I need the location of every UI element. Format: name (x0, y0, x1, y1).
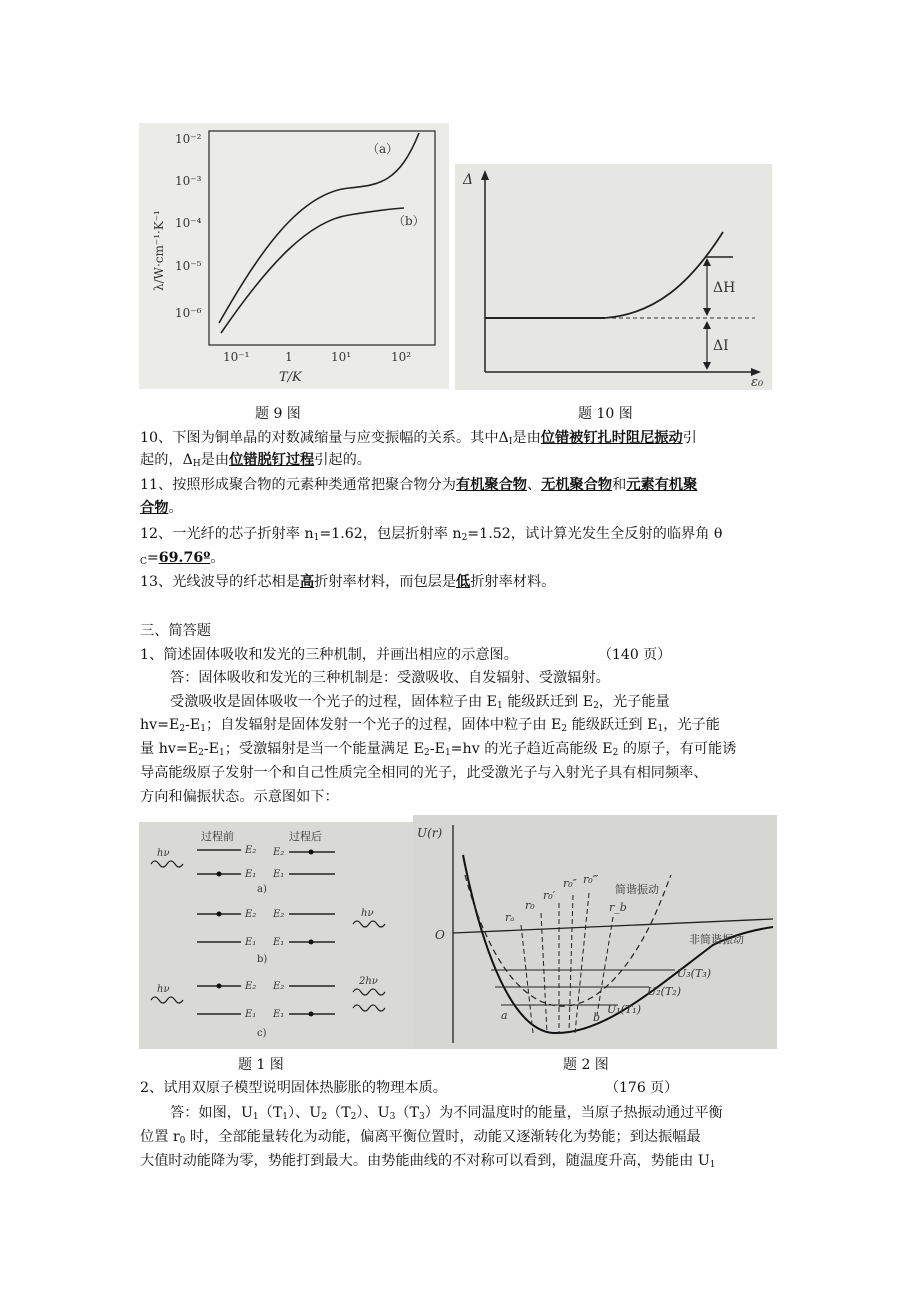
q10-sub: I (508, 437, 513, 447)
ra-label: rₐ (505, 911, 515, 924)
sq2-text: 答：如图，U (170, 1105, 253, 1121)
sq1-para-line4: 导高能级原子发射一个和自己性质完全相同的光子，此受激光子与入射光子具有相同频率、 (140, 765, 708, 781)
level-e2: E₂ (245, 845, 257, 856)
y-axis-label: λ/W·cm⁻¹·K⁻¹ (152, 210, 166, 291)
sq1-text: ；受激辐射是当一个能量满足 E (224, 741, 425, 757)
curve-a-label: （a） (367, 142, 399, 156)
level-e1: E₁ (245, 869, 257, 880)
q10-text: 是由 (200, 452, 230, 468)
sq2-text: 时，全部能量转化为动能，偏离平衡位置时，动能又逐渐转化为势能；到达振幅最 (185, 1129, 701, 1145)
harmonic-label: 简谐振动 (615, 883, 659, 896)
sq2-text: ）、U (356, 1105, 390, 1121)
anharmonic-label: 非简谐振动 (689, 933, 744, 946)
figure-1-diagram (139, 822, 413, 1049)
q10-text: 引 (682, 430, 697, 446)
x-axis-label: T/K (279, 370, 302, 385)
q11-answer-2: 无机聚合物 (541, 477, 613, 493)
point-a-label: a (501, 1009, 508, 1022)
sq2-sub: 3 (389, 1112, 396, 1122)
sq1-sub: 2 (198, 748, 204, 758)
q11-text: 11、按照形成聚合物的元素种类通常把聚合物分为 (140, 477, 456, 493)
level-e2: E₂ (245, 909, 257, 920)
x-tick-3: 10¹ (331, 350, 352, 364)
label-before: 过程前 (201, 830, 234, 843)
figure-2 (413, 815, 777, 1049)
q11-answer-3a: 元素有机聚 (626, 477, 698, 493)
r0-double-prime-label: r₀″ (563, 877, 577, 890)
sq1-text: 的原子，有可能诱 (618, 741, 737, 757)
figure-1 (139, 822, 413, 1049)
origin-label: O (435, 928, 445, 942)
y-tick-1: 10⁻² (175, 132, 202, 146)
u2-label: U₂(T₂) (647, 985, 682, 998)
caption-figure-2: 题 2 图 (563, 1057, 609, 1073)
sq2-answer-line3 (140, 1150, 716, 1176)
q10-answer-1: 位错被钉扎时阻尼振动 (540, 430, 683, 446)
y-tick-3: 10⁻⁴ (175, 216, 202, 230)
r0-prime-label: r₀′ (543, 889, 556, 902)
y-axis-label: U(r) (417, 826, 443, 840)
y-tick-2: 10⁻³ (175, 174, 202, 188)
u3-label: U₃(T₃) (677, 967, 712, 980)
curve-b-label: （b） (393, 214, 425, 228)
sq1-text: -E (203, 741, 219, 757)
level-e2: E₂ (273, 909, 285, 920)
caption-figure-9: 题 9 图 (255, 406, 301, 422)
sq1-para-line2 (140, 714, 720, 740)
figure-10 (455, 164, 772, 390)
level-e1: E₁ (245, 1009, 257, 1020)
sq1-text: ；自发辐射是固体发射一个光子的过程，固体中粒子由 E (206, 717, 562, 733)
sq2-page-ref: （176 页） (605, 1080, 679, 1096)
r0-label: r₀ (525, 899, 535, 912)
q10-sub: H (192, 459, 201, 469)
sq1-text: -E (429, 741, 445, 757)
q13-line (140, 571, 555, 593)
sq1-text: hv=E (140, 717, 180, 733)
figure-10-plot (455, 164, 772, 390)
q11-text: 。 (168, 500, 183, 516)
sq2-sub: 2 (321, 1112, 327, 1122)
sq1-para-line5: 方向和偏振状态。示意图如下： (140, 789, 339, 805)
q12-sub: C (140, 557, 147, 567)
x-tick-1: 10⁻¹ (223, 350, 250, 364)
q10-text: 起的，Δ (140, 452, 193, 468)
level-e2: E₂ (273, 847, 285, 858)
sq2-sub: 2 (350, 1112, 357, 1122)
q11-answer-3b: 合物 (140, 500, 169, 516)
level-e2: E₂ (273, 981, 285, 992)
y-tick-4: 10⁻⁵ (175, 259, 202, 273)
sq1-sub: 1 (219, 748, 225, 758)
x-axis-label: ε₀ (751, 375, 764, 390)
photon-label: hν (157, 848, 170, 859)
q10-line2 (140, 449, 371, 475)
sq1-sub: 2 (561, 724, 568, 734)
q12-text: 12、一光纤的芯子折射率 n (140, 526, 314, 542)
sq2-text: ）为不同温度时的能量，当原子热振动通过平衡 (424, 1105, 723, 1121)
figure-9 (139, 123, 449, 389)
sq2-text: ）、U (288, 1105, 322, 1121)
sq2-sub: 3 (419, 1112, 425, 1122)
photon-label: hν (361, 908, 374, 919)
sq1-question: 1、简述固体吸收和发光的三种机制，并画出相应的示意图。 (140, 647, 518, 663)
sq2-answer-line2 (140, 1126, 701, 1152)
sq1-para-line3 (140, 738, 736, 764)
rb-label: r_b (609, 901, 627, 914)
label-after: 过程后 (289, 830, 322, 843)
sq2-text: 位置 r (140, 1129, 180, 1145)
level-e1: E₁ (273, 869, 285, 880)
q11-line1 (140, 474, 697, 496)
sq2-sub: 1 (282, 1112, 289, 1122)
q12-sub: 2 (461, 533, 468, 543)
sq1-text: =hv 的光子趋近高能级 E (450, 741, 613, 757)
q10-text: 10、下图为铜单晶的对数减缩量与应变振幅的关系。其中Δ (140, 430, 509, 446)
x-tick-2: 1 (285, 350, 293, 364)
sq1-text: 能级跃迁到 E (502, 694, 594, 710)
sq1-sub: 2 (424, 748, 430, 758)
sq1-text: 受激吸收是固体吸收一个光子的过程，固体粒子由 E (170, 694, 497, 710)
sq1-answer-line: 答：固体吸收和发光的三种机制是：受激吸收、自发辐射、受激辐射。 (170, 670, 610, 686)
q12-line1 (140, 523, 722, 549)
q13-text: 折射率材料，而包层是 (314, 574, 457, 590)
q10-text: 引起的。 (314, 452, 371, 468)
level-e1: E₁ (273, 1009, 285, 1020)
sub-label-a: a) (257, 884, 267, 895)
sq2-text: （T (395, 1105, 420, 1121)
q10-text: 是由 (512, 430, 541, 446)
sq1-sub: 2 (593, 701, 599, 711)
sq1-text: ，光子能量 (598, 694, 670, 710)
y-tick-5: 10⁻⁶ (175, 306, 202, 320)
figure-9-plot (139, 123, 449, 389)
sq2-sub: 1 (252, 1112, 259, 1122)
sq2-answer-line1 (170, 1102, 723, 1128)
sq2-sub: 1 (709, 1160, 716, 1170)
sq1-sub: 1 (497, 701, 503, 711)
photon-label-double: 2hν (359, 976, 378, 987)
sq2-question: 2、试用双原子模型说明固体热膨胀的物理本质。 (140, 1080, 447, 1096)
q11-text: 和 (612, 477, 627, 493)
sq1-text: ，光子能 (663, 717, 720, 733)
sq2-sub: 0 (179, 1136, 186, 1146)
q12-text: = (146, 550, 159, 566)
delta-i-label: ΔI (713, 338, 729, 354)
q12-sub: 1 (313, 533, 320, 543)
sq2-text: （T (258, 1105, 283, 1121)
q11-text: 、 (526, 477, 542, 493)
caption-figure-1: 题 1 图 (238, 1057, 284, 1073)
q13-answer-1: 高 (299, 574, 315, 590)
q12-answer: 69.76º (158, 550, 211, 566)
figure-2-diagram (413, 815, 777, 1049)
sq1-sub: 2 (179, 724, 186, 734)
u1-label: U₁(T₁) (607, 1003, 642, 1016)
q12-text: =1.62，包层折射率 n (319, 526, 462, 542)
level-e2: E₂ (245, 981, 257, 992)
sq1-sub: 1 (657, 724, 664, 734)
x-tick-4: 10² (391, 350, 412, 364)
sq1-text: 量 hv=E (140, 741, 199, 757)
sq1-sub: 1 (200, 724, 207, 734)
q12-text: 。 (210, 550, 225, 566)
y-axis-label: Δ (463, 172, 474, 188)
q11-line2 (140, 497, 183, 519)
q10-answer-2: 位错脱钉过程 (229, 452, 315, 468)
sq1-sub: 2 (612, 748, 619, 758)
q12-text: =1.52，试计算光发生全反射的临界角 θ (467, 526, 723, 542)
sq1-text: 能级跃迁到 E (567, 717, 658, 733)
q11-answer-1: 有机聚合物 (456, 477, 527, 493)
section-heading: 三、简答题 (140, 623, 211, 639)
sq1-text: -E (185, 717, 201, 733)
r0-triple-prime-label: r₀‴ (583, 873, 599, 886)
q13-text: 13、光线波导的纤芯相是 (140, 574, 300, 590)
sub-label-b: b) (257, 954, 268, 965)
q13-answer-2: 低 (456, 574, 471, 590)
level-e1: E₁ (273, 937, 285, 948)
delta-h-label: ΔH (713, 280, 736, 296)
sq1-page-ref: （140 页） (598, 647, 672, 663)
q13-text: 折射率材料。 (470, 574, 556, 590)
caption-figure-10: 题 10 图 (578, 406, 633, 422)
level-e1: E₁ (245, 937, 257, 948)
sub-label-c: c) (257, 1028, 267, 1039)
sq2-text: （T (327, 1105, 351, 1121)
sq1-sub: 1 (444, 748, 451, 758)
sq2-text: 大值时动能降为零，势能打到最大。由势能曲线的不对称可以看到，随温度升高，势能由 U (140, 1153, 710, 1169)
q12-line2 (140, 547, 225, 573)
point-b-label: b (593, 1011, 601, 1024)
photon-label: hν (157, 984, 170, 995)
